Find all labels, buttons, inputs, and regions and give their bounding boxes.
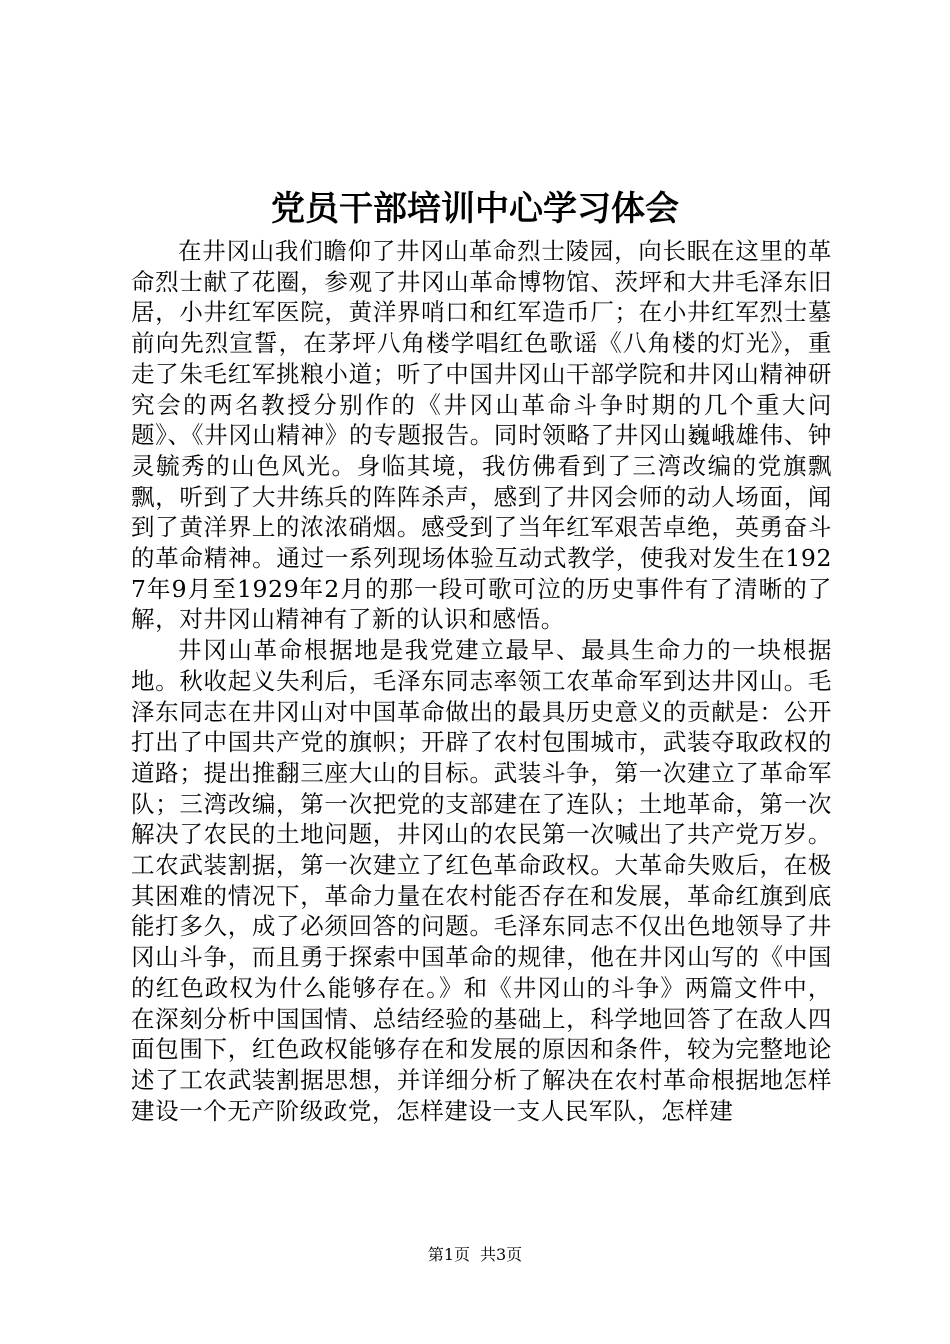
page-number-current: 第1页 [427, 1245, 470, 1264]
page-footer [0, 1244, 950, 1266]
body-paragraph-1: 在井冈山我们瞻仰了井冈山革命烈士陵园，向长眠在这里的革命烈士献了花圈，参观了井冈山革命博物馆、茨坪和大井毛泽东旧居，小井红军医院，黄洋界哨口和红军造币厂；在小井红军烈士墓前向先烈宣誓，在茅坪八角楼学唱红色歌谣《八角楼的灯光》，重走了朱毛红军挑粮小道；听了中国井冈山干部学院和井冈山精神研究会的两名教授分别作的《井冈山革命斗争时期的几个重大问题》、《井冈山精神》的专题报告。同时领略了井冈山巍峨雄伟、钟灵毓秀的山色风光。身临其境，我仿佛看到了三湾改编的党旗飘飘，听到了大井练兵的阵阵杀声，感到了井冈会师的动人场面，闻到了黄洋界上的浓浓硝烟。感受到了当年红军艰苦卓绝，英勇奋斗的革命精神。通过一系列现场体验互动式教学，使我对发生在1927年9月至1929年2月的那一段可歌可泣的历史事件有了清晰的了解，对井冈山精神有了新的认识和感悟。 [131, 237, 832, 634]
body-paragraph-2: 井冈山革命根据地是我党建立最早、最具生命力的一块根据地。秋收起义失利后，毛泽东同志率领工农革命军到达井冈山。毛泽东同志在井冈山对中国革命做出的最具历史意义的贡献是：公开打出了中国共产党的旗帜；开辟了农村包围城市，武装夺取政权的道路；提出推翻三座大山的目标。武装斗争，第一次建立了革命军队；三湾改编，第一次把党的支部建在了连队；土地革命，第一次解决了农民的土地问题，井冈山的农民第一次喊出了共产党万岁。工农武装割据，第一次建立了红色革命政权。大革命失败后，在极其困难的情况下，革命力量在农村能否存在和发展，革命红旗到底能打多久，成了必须回答的问题。毛泽东同志不仅出色地领导了井冈山斗争，而且勇于探索中国革命的规律，他在井冈山写的《中国的红色政权为什么能够存在。》和《井冈山的斗争》两篇文件中，在深刻分析中国国情、总结经验的基础上，科学地回答了在敌人四面包围下，红色政权能够存在和发展的原因和条件，较为完整地论述了工农武装割据思想，并详细分析了解决在农村革命根据地怎样建设一个无产阶级政党，怎样建设一支人民军队，怎样建 [131, 636, 832, 1125]
page-number-total: 共3页 [480, 1245, 523, 1264]
document-body [131, 236, 832, 1126]
document-title: 党员干部培训中心学习体会 [271, 189, 679, 229]
